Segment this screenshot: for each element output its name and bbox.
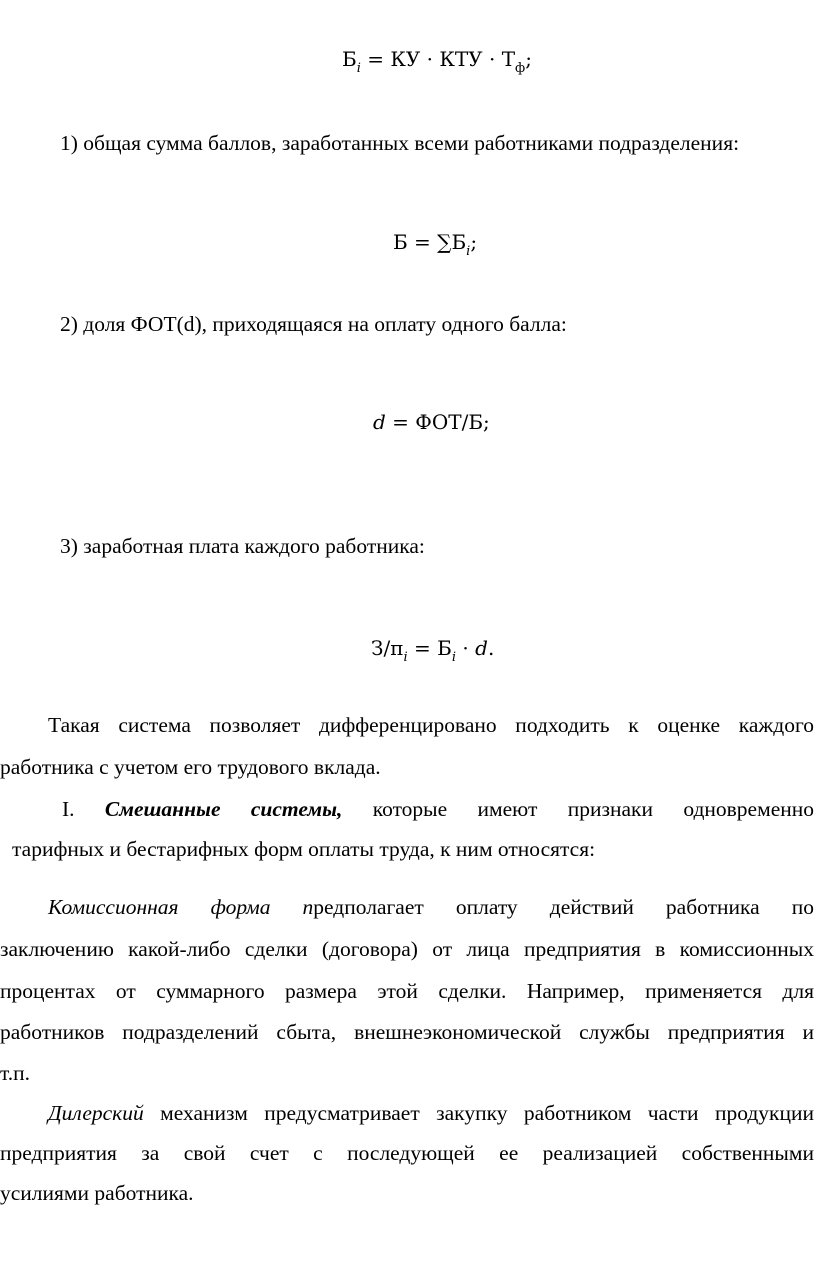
formula-text: ; (470, 230, 478, 254)
formula-subscript: i (466, 244, 471, 259)
formula-variable: d (373, 410, 386, 434)
formula-subscript: i (451, 650, 457, 665)
paragraph-2-line-2: заключению какой-либо сделки (договора) от лица предприятия в комиссионных (0, 937, 814, 961)
section-title: Смешанные системы, (104, 797, 343, 821)
formula-text: = ФОТ/Б; (385, 410, 490, 434)
formula-subscript: i (356, 61, 361, 76)
formula-text: Б (342, 47, 357, 71)
formula-subscript: ф (515, 61, 526, 76)
paragraph-2-line-1 (48, 897, 814, 919)
section-number: I. (62, 797, 75, 821)
formula-text: = Б (407, 636, 452, 660)
term-commission-form: Комиссионная форма п (48, 895, 314, 919)
paragraph-1-line-2: работника с учетом его трудового вклада. (0, 755, 381, 779)
paragraph-2-line-4: работников подразделений сбыта, внешнеэкономической службы предприятия и (0, 1020, 814, 1044)
paragraph-3-line-1 (48, 1103, 814, 1125)
formula-text: = КУ · КТУ · Т (367, 47, 516, 71)
section-intro-text: которые имеют признаки одновременно (372, 797, 815, 821)
paragraph-text: механизм предусматривает закупку работником части продукции (143, 1101, 814, 1125)
formula-text: · (456, 636, 476, 660)
paragraph-3-line-2: предприятия за свой счет с последующей ее реализацией собственными (0, 1141, 814, 1165)
formula-salary (371, 636, 495, 665)
formula-subscript: i (403, 650, 408, 665)
step-3-text: 3) заработная плата каждого работника: (60, 534, 425, 558)
section-line-2: тарифных и бестарифных форм оплаты труда, к ним относятся: (12, 837, 596, 861)
formula-text: З/п (371, 636, 404, 660)
paragraph-text: редполагает оплату действий работника по (313, 895, 814, 919)
term-dealer: Дилерский (48, 1101, 144, 1125)
formula-text: . (487, 636, 495, 660)
formula-points-per-worker (342, 47, 532, 76)
step-1-text: 1) общая сумма баллов, заработанных всеми работниками подразделения: (60, 131, 740, 155)
formula-text: Б = ∑Б (393, 230, 467, 254)
formula-point-value (373, 412, 490, 432)
paragraph-2-line-5: т.п. (0, 1061, 31, 1085)
paragraph-3-line-3: усилиями работника. (0, 1181, 194, 1205)
formula-text: ; (525, 47, 532, 71)
paragraph-1-line-1: Такая система позволяет дифференцировано подходить к оценке каждого (48, 713, 814, 737)
section-heading-line (62, 799, 814, 821)
step-2-text: 2) доля ФОТ(d), приходящаяся на оплату одного балла: (60, 312, 567, 336)
formula-variable: d (475, 636, 488, 660)
formula-total-points (393, 230, 478, 259)
paragraph-2-line-3: процентах от суммарного размера этой сделки. Например, применяется для (0, 979, 814, 1003)
